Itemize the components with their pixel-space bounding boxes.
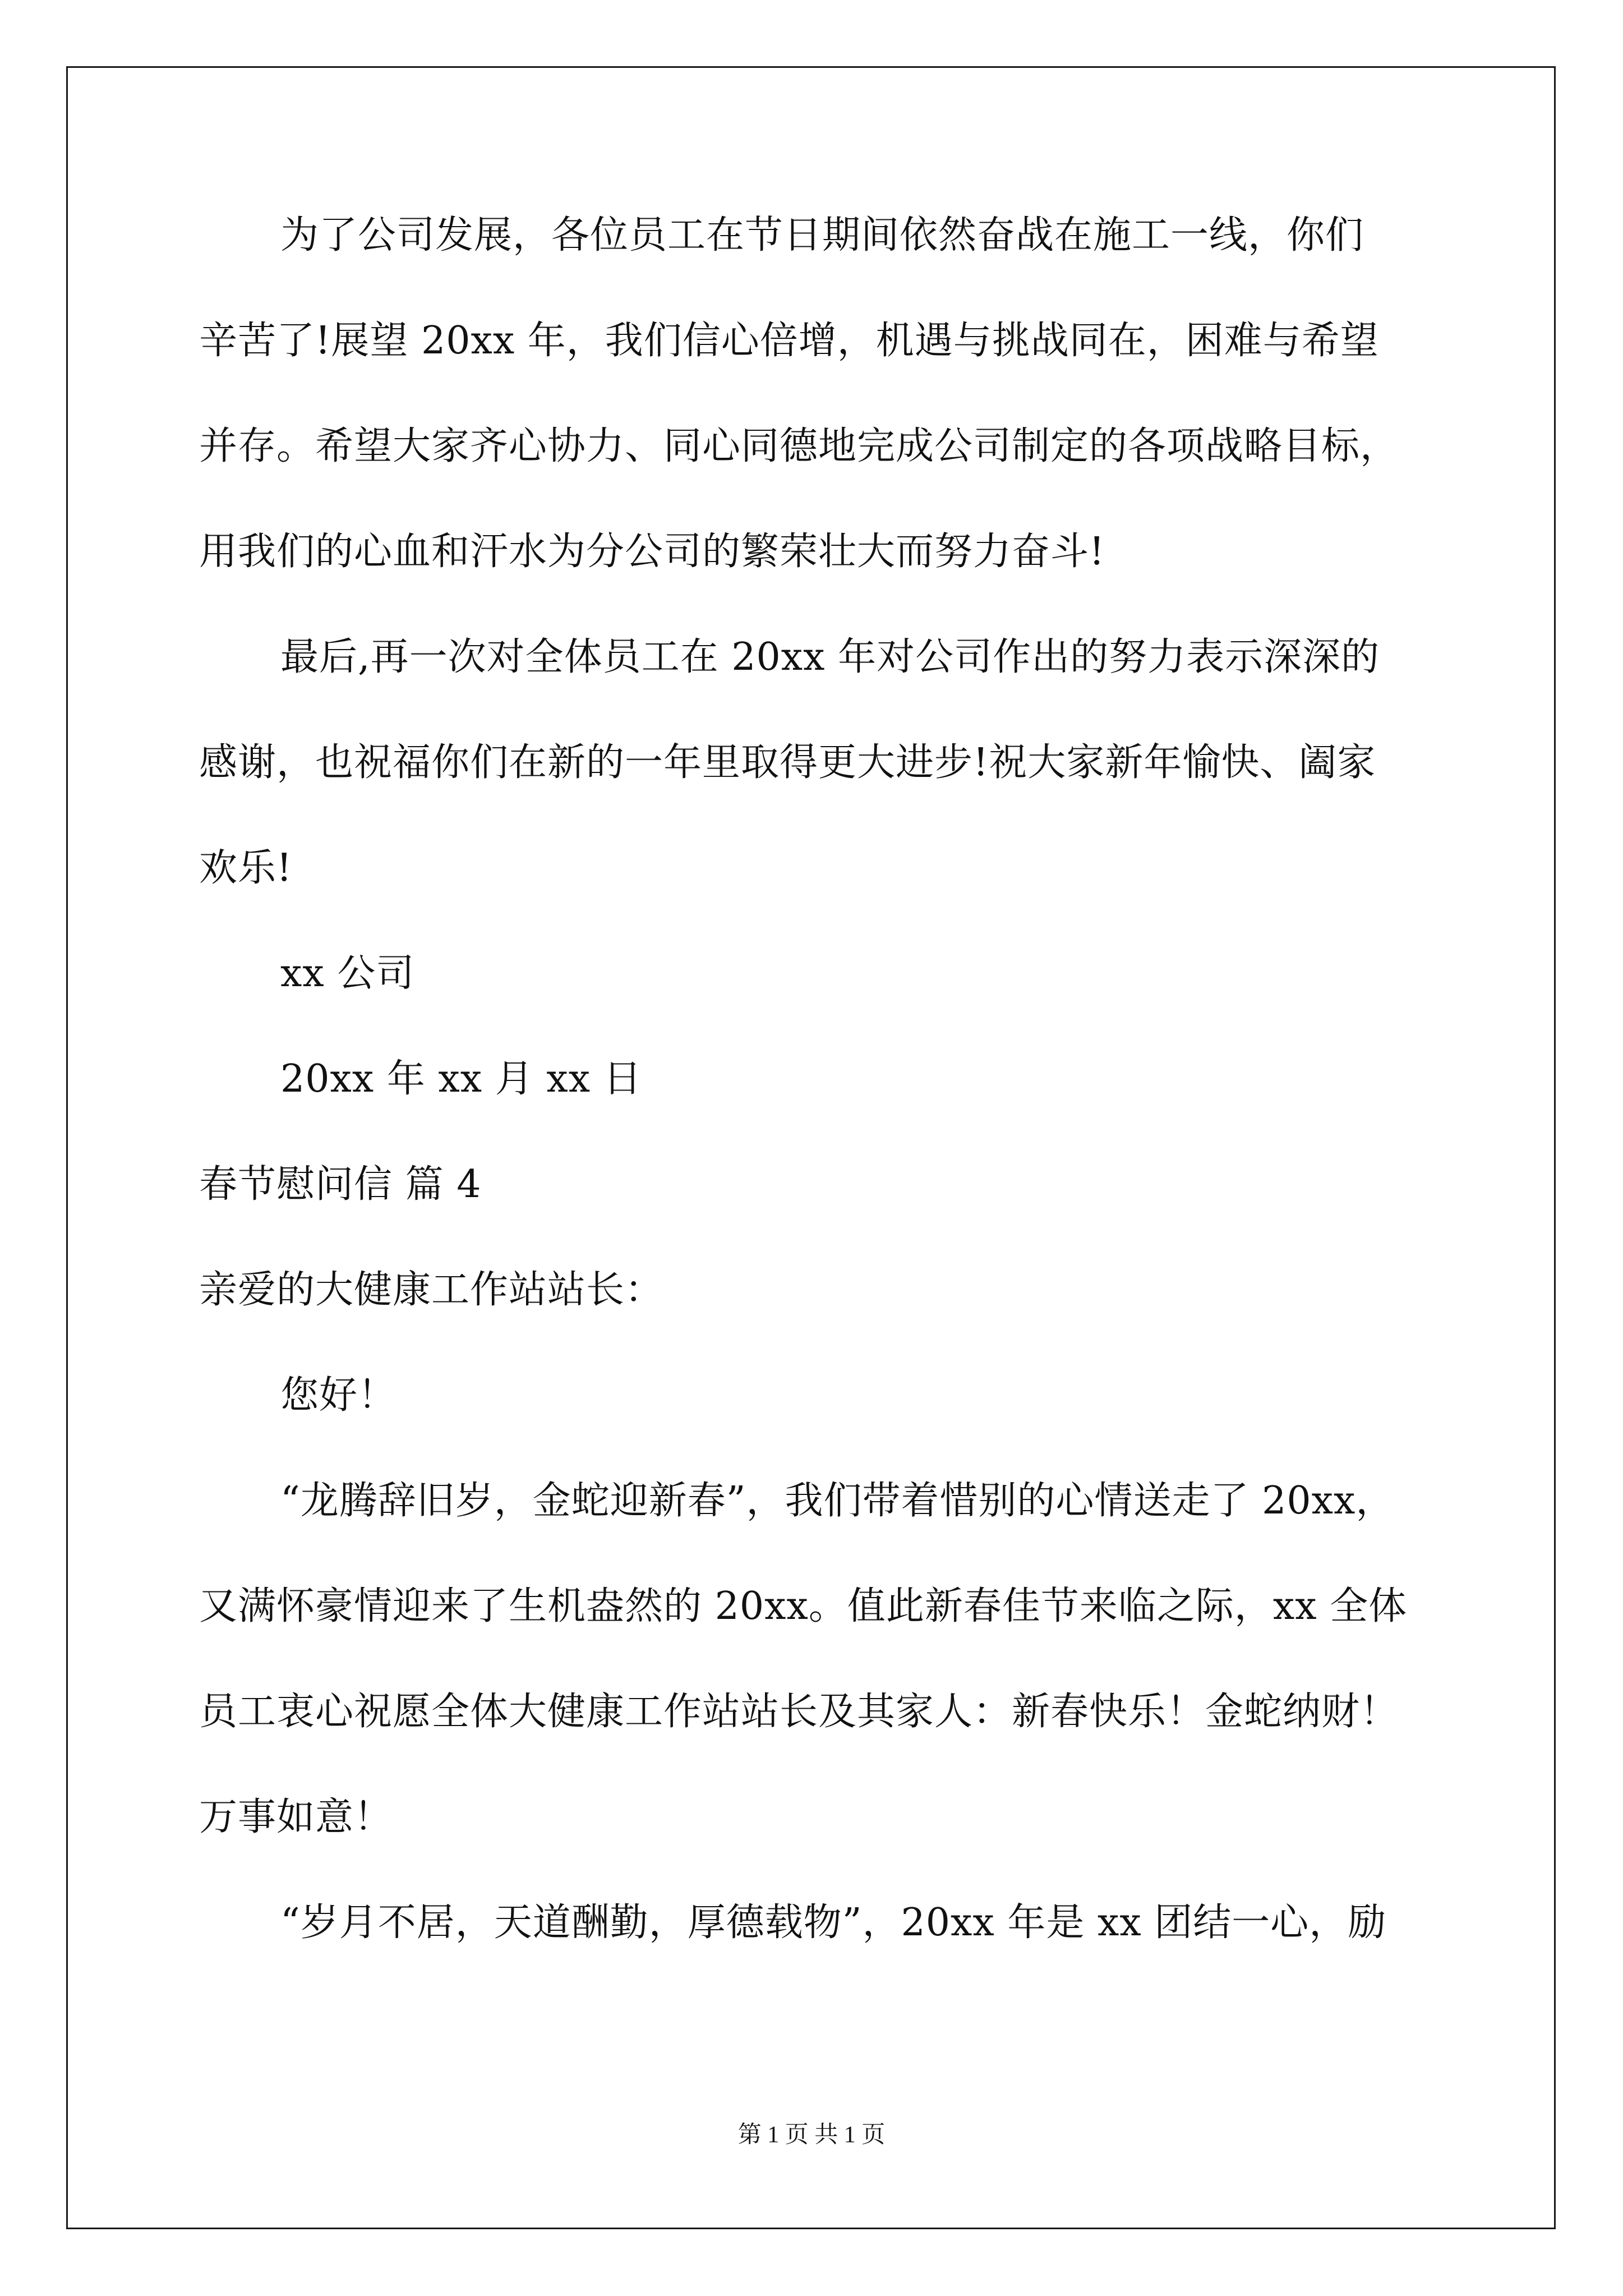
paragraph-line: “岁月不居，天道酬勤，厚德载物”，20xx 年是 xx 团结一心，励 (280, 1901, 1387, 1945)
page-footer: 第 1 页 共 1 页 (737, 2122, 886, 2148)
section-title: 春节慰问信 篇 4 (199, 1162, 482, 1207)
paragraph-line: 员工衷心祝愿全体大健康工作站站长及其家人：新春快乐！金蛇纳财！ (199, 1690, 1399, 1734)
paragraph-line: 并存。希望大家齐心协力、同心同德地完成公司制定的各项战略目标， (199, 424, 1399, 468)
paragraph-line: 万事如意！ (199, 1795, 393, 1839)
paragraph-line: 又满怀豪情迎来了生机盎然的 20xx。值此新春佳节来临之际，xx 全体 (199, 1584, 1408, 1628)
salutation: 亲爱的大健康工作站站长： (199, 1268, 664, 1312)
paragraph-line: 最后,再一次对全体员工在 20xx 年对公司作出的努力表示深深的 (280, 635, 1380, 679)
paragraph-line: 辛苦了!展望 20xx 年，我们信心倍增，机遇与挑战同在，困难与希望 (199, 319, 1379, 363)
paragraph-line: 用我们的心血和汗水为分公司的繁荣壮大而努力奋斗! (199, 530, 1105, 574)
greeting: 您好！ (280, 1373, 397, 1418)
paragraph-line: 为了公司发展，各位员工在节日期间依然奋战在施工一线，你们 (280, 213, 1364, 257)
paragraph-line: 感谢，也祝福你们在新的一年里取得更大进步!祝大家新年愉快、阖家 (199, 740, 1376, 785)
paragraph-line: “龙腾辞旧岁，金蛇迎新春”，我们带着惜别的心情送走了 20xx， (280, 1479, 1395, 1523)
signature-company: xx 公司 (280, 951, 415, 996)
paragraph-line: 欢乐! (199, 846, 293, 890)
signature-date: 20xx 年 xx 月 xx 日 (280, 1057, 642, 1101)
